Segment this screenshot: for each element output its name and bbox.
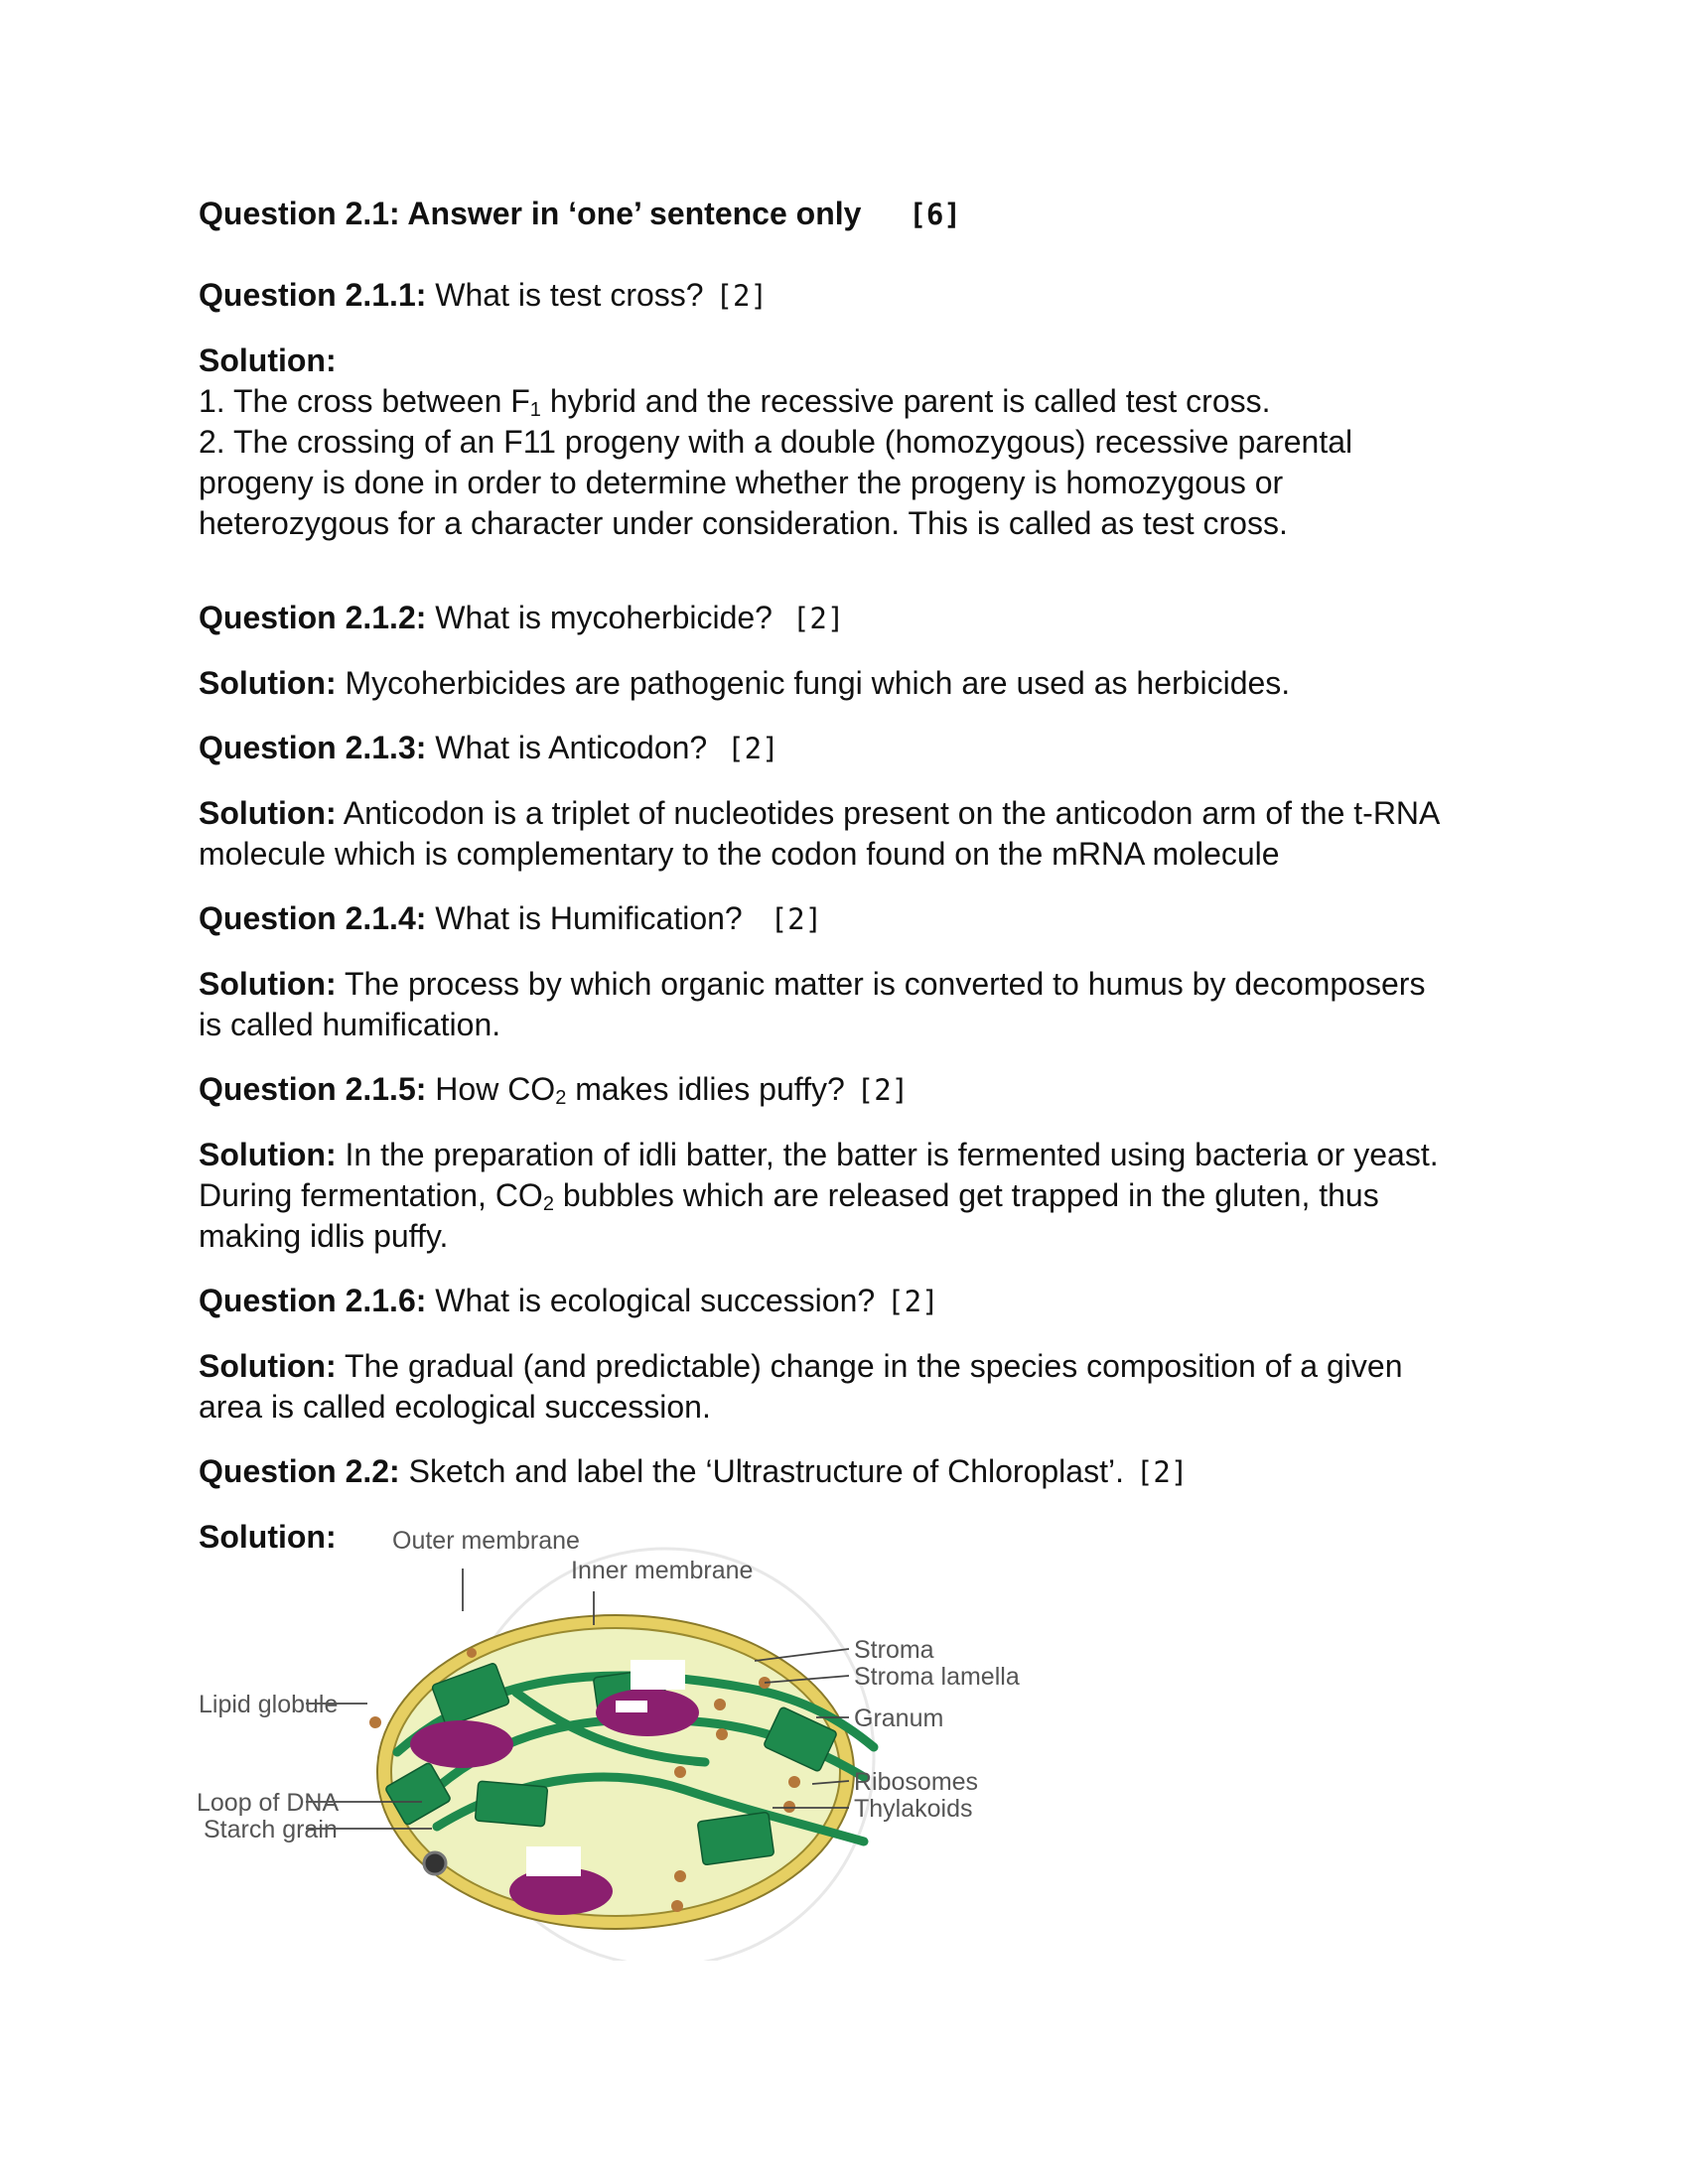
solution-line: molecule which is complementary to the codon found on the mRNA molecule	[199, 836, 1280, 872]
question-label: Question 2.1.6:	[199, 1283, 427, 1318]
marks-badge: [2]	[727, 732, 779, 765]
question-2-1-1	[199, 275, 1519, 317]
solution-line	[199, 1346, 1519, 1387]
stroma-lamella-label: Stroma lamella	[854, 1663, 1020, 1691]
solution-text: Mycoherbicides are pathogenic fungi which are used as herbicides.	[345, 665, 1291, 701]
solution-line	[199, 1135, 1519, 1175]
subscript: 1	[529, 399, 541, 421]
marks-badge: [2]	[887, 1285, 939, 1318]
question-text: What is test cross?	[435, 277, 704, 313]
solution-line	[199, 793, 1519, 834]
question-2-1-heading	[199, 194, 1519, 235]
subscript: 2	[542, 1193, 554, 1215]
solution-label: Solution:	[199, 342, 337, 378]
solution-line: 2. The crossing of an F11 progeny with a double (homozygous) recessive parental	[199, 424, 1353, 460]
question-text: What is Anticodon?	[435, 730, 708, 765]
question-label: Question 2.2:	[199, 1453, 400, 1489]
marks-badge: [2]	[791, 602, 845, 635]
marks-badge: [2]	[856, 1073, 910, 1107]
solution-label: Solution:	[199, 1348, 337, 1384]
question-2-1-3	[199, 728, 1519, 769]
question-label: Question 2.1.2:	[199, 600, 427, 635]
solution-line: progeny is done in order to determine whether the progeny is homozygous or	[199, 465, 1284, 500]
solution-label: Solution:	[199, 1519, 337, 1555]
solution-label: Solution:	[199, 795, 337, 831]
solution-text: Anticodon is a triplet of nucleotides present on the anticodon arm of the t-RNA	[343, 795, 1441, 831]
solution-line	[199, 1175, 1519, 1216]
question-text: What is mycoherbicide?	[435, 600, 773, 635]
question-text: How CO	[435, 1071, 556, 1107]
question-2-1-label: Question 2.1: Answer in ‘one’ sentence only	[199, 196, 862, 231]
solution-label: Solution:	[199, 966, 337, 1002]
blank-patch	[616, 1701, 647, 1712]
thylakoids-label: Thylakoids	[854, 1795, 973, 1823]
marks-badge: [2]	[1135, 1455, 1189, 1489]
solution-text: bubbles which are released get trapped in the gluten, thus	[553, 1177, 1379, 1213]
solution-line	[199, 964, 1519, 1005]
solution-line: heterozygous for a character under consideration. This is called as test cross.	[199, 505, 1288, 541]
inner-membrane-label: Inner membrane	[571, 1557, 754, 1584]
solution-line: is called humification.	[199, 1007, 501, 1042]
blank-patch	[526, 1846, 581, 1876]
question-2-1-6	[199, 1281, 1519, 1322]
stroma-label: Stroma	[854, 1636, 934, 1664]
marks-badge: [6]	[909, 198, 961, 231]
question-2-1-2	[199, 598, 1519, 639]
solution-text: hybrid and the recessive parent is called test cross.	[540, 383, 1271, 419]
question-text: What is Humification?	[435, 900, 743, 936]
document-page	[199, 194, 1519, 1558]
solution-line: making idlis puffy.	[199, 1218, 449, 1254]
chloroplast-diagram	[189, 1524, 1241, 1961]
question-label: Question 2.1.3:	[199, 730, 427, 765]
outer-membrane-label: Outer membrane	[392, 1527, 580, 1555]
question-text: Sketch and label the ‘Ultrastructure of Chloroplast’.	[408, 1453, 1124, 1489]
question-text: What is ecological succession?	[435, 1283, 876, 1318]
question-label: Question 2.1.4:	[199, 900, 427, 936]
subscript: 2	[555, 1087, 567, 1109]
granum-label: Granum	[854, 1705, 944, 1732]
solution-line: area is called ecological succession.	[199, 1389, 711, 1425]
solution-line	[199, 381, 1519, 422]
question-2-1-4	[199, 898, 1519, 940]
question-2-1-5	[199, 1069, 1519, 1111]
solution-text: The process by which organic matter is converted to humus by decomposers	[344, 966, 1426, 1002]
question-label: Question 2.1.1:	[199, 277, 427, 313]
marks-badge: [2]	[715, 279, 768, 313]
lipid-globule-label: Lipid globule	[199, 1691, 339, 1718]
question-2-2	[199, 1451, 1519, 1493]
question-label: Question 2.1.5:	[199, 1071, 427, 1107]
granum	[475, 1781, 547, 1827]
loop-of-dna-label: Loop of DNA	[197, 1789, 340, 1817]
granum	[697, 1812, 774, 1865]
starch-grain-label: Starch grain	[204, 1816, 338, 1843]
solution-text: The gradual (and predictable) change in the species composition of a given	[344, 1348, 1403, 1384]
ribosomes-label: Ribosomes	[854, 1768, 979, 1796]
question-text: makes idlies puffy?	[566, 1071, 845, 1107]
solution-label: Solution:	[199, 665, 337, 701]
dna-loop	[424, 1852, 446, 1874]
starch-grain	[410, 1720, 513, 1768]
marks-badge: [2]	[770, 902, 823, 936]
blank-patch	[631, 1660, 685, 1690]
solution-text: In the preparation of idli batter, the batter is fermented using bacteria or yeast.	[345, 1137, 1439, 1172]
solution-text: 1. The cross between F	[199, 383, 530, 419]
solution-label: Solution:	[199, 1137, 337, 1172]
solution-text: During fermentation, CO	[199, 1177, 543, 1213]
solution-line	[199, 663, 1519, 704]
